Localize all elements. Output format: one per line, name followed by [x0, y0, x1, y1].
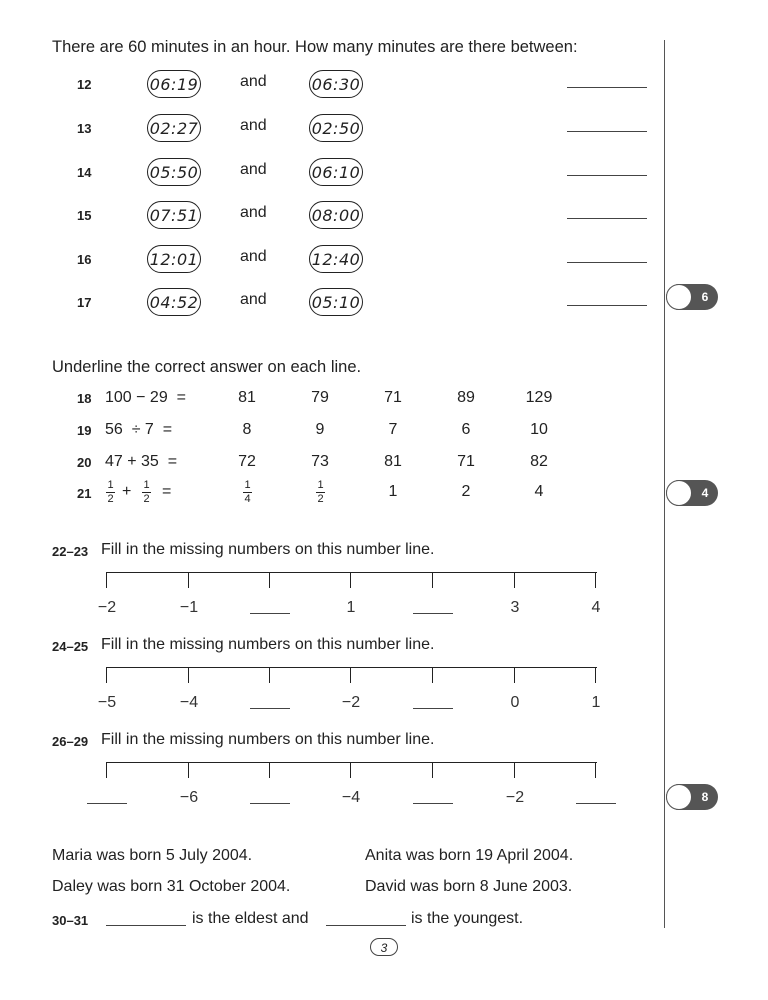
score-box-number-lines[interactable] — [666, 784, 718, 810]
question-number: 17 — [77, 295, 92, 310]
answer-option[interactable]: 10 — [530, 421, 548, 438]
question-number: 22–23 — [52, 544, 89, 559]
missing-number-blank[interactable] — [413, 708, 453, 709]
and-label: and — [240, 161, 267, 178]
number-line-axis — [106, 667, 597, 668]
number-line-tick — [269, 762, 270, 778]
number-line-instruction: Fill in the missing numbers on this number line. — [101, 541, 435, 558]
equals-sign: = — [162, 483, 172, 500]
question-number: 26–29 — [52, 734, 89, 749]
number-line-tick — [350, 572, 351, 588]
answer-option[interactable] — [316, 480, 325, 505]
answer-option[interactable]: 79 — [311, 389, 329, 406]
answer-option[interactable]: 81 — [384, 453, 402, 470]
number-line-label: −2 — [341, 694, 361, 711]
fraction-numerator: 1 — [244, 479, 251, 491]
number-line-label: 1 — [591, 694, 601, 711]
clock-display: 12:01 — [147, 245, 201, 273]
clock-display: 06:10 — [309, 158, 363, 186]
clock-display: 05:10 — [309, 288, 363, 316]
answer-option[interactable] — [243, 480, 252, 505]
number-line-tick — [269, 572, 270, 588]
question-number: 16 — [77, 252, 92, 267]
fraction — [142, 480, 151, 505]
score-value: 4 — [701, 486, 709, 500]
answer-option[interactable]: 71 — [457, 453, 475, 470]
number-line-tick — [269, 667, 270, 683]
score-circle[interactable] — [666, 480, 692, 506]
answer-line[interactable] — [567, 175, 647, 176]
number-line-axis — [106, 572, 597, 573]
number-line-tick — [432, 667, 433, 683]
answer-option[interactable]: 1 — [388, 483, 398, 500]
answer-option[interactable]: 73 — [311, 453, 329, 470]
anita-birthday: Anita was born 19 April 2004. — [365, 847, 574, 864]
answer-option[interactable]: 129 — [525, 389, 553, 406]
clock-display: 04:52 — [147, 288, 201, 316]
margin-rule — [664, 40, 665, 928]
missing-number-blank[interactable] — [87, 803, 127, 804]
question-number: 13 — [77, 121, 92, 136]
number-line-tick — [188, 667, 189, 683]
answer-option[interactable]: 2 — [461, 483, 471, 500]
answer-option[interactable]: 71 — [384, 389, 402, 406]
number-line-instruction: Fill in the missing numbers on this number line. — [101, 636, 435, 653]
number-line-label: −6 — [179, 789, 199, 806]
missing-number-blank[interactable] — [413, 613, 453, 614]
fraction-denominator: 2 — [317, 493, 324, 505]
score-value: 8 — [701, 790, 709, 804]
number-line-tick — [106, 762, 107, 778]
missing-number-blank[interactable] — [413, 803, 453, 804]
answer-option[interactable]: 82 — [530, 453, 548, 470]
number-line-tick — [595, 572, 596, 588]
score-value: 6 — [701, 290, 709, 304]
fraction-denominator: 2 — [143, 493, 150, 505]
number-line-label: −5 — [97, 694, 117, 711]
question-number: 19 — [77, 423, 92, 438]
number-line-label: −2 — [505, 789, 525, 806]
number-line-label: 1 — [346, 599, 356, 616]
question-number: 15 — [77, 208, 92, 223]
clock-display: 02:27 — [147, 114, 201, 142]
clock-display: 05:50 — [147, 158, 201, 186]
missing-number-blank[interactable] — [250, 708, 290, 709]
score-box-underline[interactable] — [666, 480, 718, 506]
answer-option[interactable]: 72 — [238, 453, 256, 470]
number-line-tick — [350, 667, 351, 683]
score-box-time[interactable] — [666, 284, 718, 310]
eldest-text: is the eldest and — [192, 910, 309, 927]
missing-number-blank[interactable] — [250, 803, 290, 804]
number-line-tick — [432, 572, 433, 588]
number-line-axis — [106, 762, 597, 763]
number-line-tick — [432, 762, 433, 778]
fraction-numerator: 1 — [317, 479, 324, 491]
number-line-tick — [514, 667, 515, 683]
number-line-tick — [188, 572, 189, 588]
answer-option[interactable]: 7 — [388, 421, 398, 438]
number-line-label: −2 — [97, 599, 117, 616]
answer-line[interactable] — [567, 262, 647, 263]
fraction-denominator: 2 — [107, 493, 114, 505]
number-line-tick — [595, 667, 596, 683]
number-line-tick — [595, 762, 596, 778]
answer-option[interactable]: 4 — [534, 483, 544, 500]
and-label: and — [240, 204, 267, 221]
number-line-tick — [106, 572, 107, 588]
question-number: 21 — [77, 486, 92, 501]
question-number: 30–31 — [52, 913, 89, 928]
missing-number-blank[interactable] — [250, 613, 290, 614]
number-line-label: −4 — [341, 789, 361, 806]
clock-display: 07:51 — [147, 201, 201, 229]
eldest-answer-line[interactable] — [106, 925, 186, 926]
answer-line[interactable] — [567, 305, 647, 306]
number-line-instruction: Fill in the missing numbers on this number line. — [101, 731, 435, 748]
fraction-numerator: 1 — [107, 479, 114, 491]
clock-display: 02:50 — [309, 114, 363, 142]
question-number: 24–25 — [52, 639, 89, 654]
underline-instruction: Underline the correct answer on each line. — [52, 358, 362, 376]
and-label: and — [240, 291, 267, 308]
answer-line[interactable] — [567, 87, 647, 88]
number-line-label: 4 — [591, 599, 601, 616]
number-line-tick — [514, 572, 515, 588]
number-line-tick — [514, 762, 515, 778]
answer-option[interactable]: 8 — [242, 421, 252, 438]
number-line-label: 3 — [510, 599, 520, 616]
and-label: and — [240, 117, 267, 134]
number-line-label: −1 — [179, 599, 199, 616]
clock-display: 06:30 — [309, 70, 363, 98]
answer-option[interactable]: 89 — [457, 389, 475, 406]
answer-option[interactable]: 9 — [315, 421, 325, 438]
answer-option[interactable]: 6 — [461, 421, 471, 438]
score-circle[interactable] — [666, 284, 692, 310]
math-expression: 47 + 35 = — [105, 453, 178, 470]
number-line-label: 0 — [510, 694, 520, 711]
and-label: and — [240, 248, 267, 265]
time-instruction: There are 60 minutes in an hour. How many minutes are there between: — [52, 38, 578, 56]
clock-display: 08:00 — [309, 201, 363, 229]
clock-display: 06:19 — [147, 70, 201, 98]
question-number: 18 — [77, 391, 92, 406]
fraction-denominator: 4 — [244, 493, 251, 505]
question-number: 14 — [77, 165, 92, 180]
david-birthday: David was born 8 June 2003. — [365, 878, 573, 895]
answer-option[interactable]: 81 — [238, 389, 256, 406]
youngest-answer-line[interactable] — [326, 925, 406, 926]
number-line-tick — [188, 762, 189, 778]
daley-birthday: Daley was born 31 October 2004. — [52, 878, 291, 895]
youngest-text: is the youngest. — [411, 910, 524, 927]
number-line-tick — [350, 762, 351, 778]
question-number: 20 — [77, 455, 92, 470]
question-number: 12 — [77, 77, 92, 92]
fraction — [106, 480, 115, 505]
answer-line[interactable] — [567, 218, 647, 219]
and-label: and — [240, 73, 267, 90]
answer-line[interactable] — [567, 131, 647, 132]
page-number: 3 — [370, 938, 398, 956]
math-expression: 100 − 29 = — [105, 389, 186, 406]
score-circle[interactable] — [666, 784, 692, 810]
missing-number-blank[interactable] — [576, 803, 616, 804]
maria-birthday: Maria was born 5 July 2004. — [52, 847, 253, 864]
clock-display: 12:40 — [309, 245, 363, 273]
plus-sign: + — [122, 483, 132, 500]
math-expression: 56 ÷ 7 = — [105, 421, 173, 438]
fraction-numerator: 1 — [143, 479, 150, 491]
number-line-label: −4 — [179, 694, 199, 711]
number-line-tick — [106, 667, 107, 683]
